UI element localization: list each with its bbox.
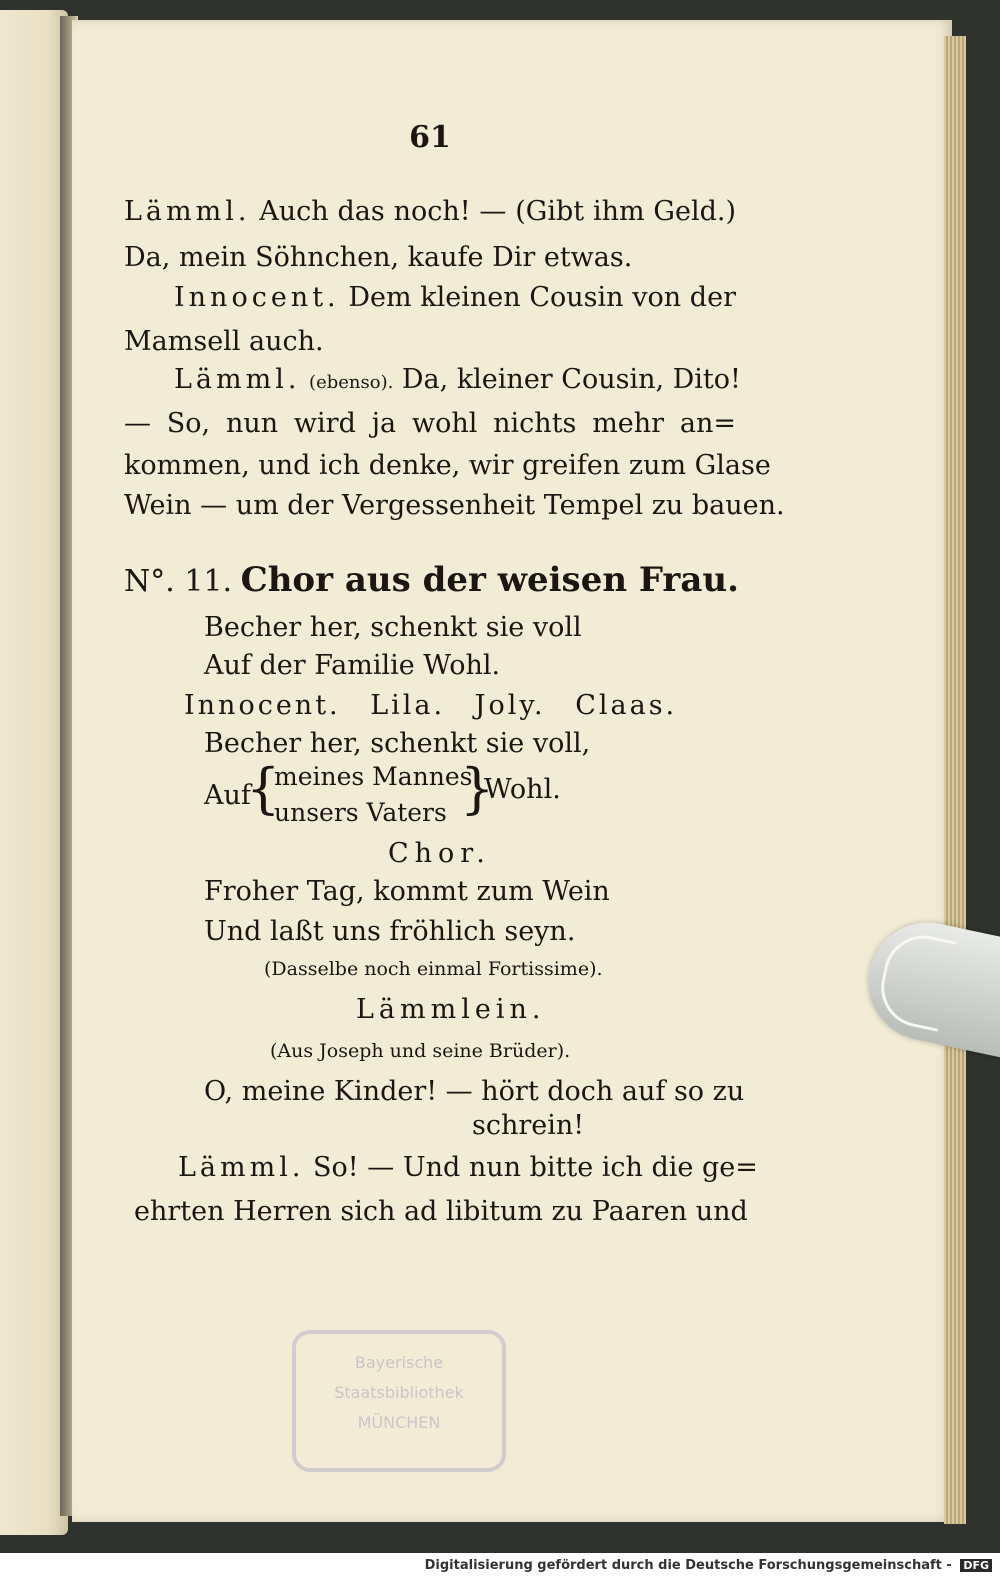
verse-line-2: Auf der Familie Wohl. bbox=[204, 650, 501, 681]
footer-bar bbox=[0, 1553, 1000, 1583]
verse-option-a: meines Mannes bbox=[274, 762, 473, 791]
verse-wohl: Wohl. bbox=[484, 774, 561, 805]
speaker-list: Innocent. Lila. Joly. Claas. bbox=[184, 690, 678, 721]
text-line-9 bbox=[178, 1152, 758, 1183]
verse-line-6: Und laßt uns fröhlich seyn. bbox=[204, 916, 576, 947]
text-line-10: ehrten Herren sich ad libitum zu Paaren und bbox=[134, 1196, 748, 1227]
speaker-name: Lämmlein. bbox=[356, 994, 546, 1025]
library-stamp bbox=[292, 1330, 506, 1472]
stamp-line-1: Bayerische bbox=[354, 1353, 444, 1372]
text-line-7: kommen, und ich denke, wir greifen zum Glase bbox=[124, 450, 771, 481]
verse-line-3: Becher her, schenkt sie voll, bbox=[204, 728, 591, 759]
text-line-2: Da, mein Söhnchen, kaufe Dir etwas. bbox=[124, 242, 633, 273]
dialogue-text: Dem kleinen Cousin von der bbox=[348, 282, 736, 313]
heading-number: N°. 11. bbox=[124, 564, 233, 599]
section-heading bbox=[124, 560, 739, 600]
dialogue-text: Auch das noch! — (Gibt ihm Geld.) bbox=[259, 196, 736, 227]
verse-line-5: Froher Tag, kommt zum Wein bbox=[204, 876, 610, 907]
speaker-name: Lämml. bbox=[174, 364, 301, 395]
verse-option-b: unsers Vaters bbox=[274, 798, 447, 827]
page-stack-edge bbox=[944, 36, 966, 1524]
speaker-name: Innocent. bbox=[174, 282, 340, 313]
stamp-line-3: MÜNCHEN bbox=[357, 1413, 441, 1432]
speaker-name: Lämml. bbox=[178, 1152, 305, 1183]
stage-direction: (ebenso). bbox=[309, 372, 394, 393]
verse-line-10: schrein! bbox=[472, 1110, 585, 1141]
verse-line-9: O, meine Kinder! — hört doch auf so zu bbox=[204, 1076, 745, 1107]
dialogue-text: Da, kleiner Cousin, Dito! bbox=[401, 364, 741, 395]
verse-line-1: Becher her, schenkt sie voll bbox=[204, 612, 582, 643]
text-line-3 bbox=[174, 282, 736, 313]
text-line-5 bbox=[174, 364, 741, 395]
chor-label: Chor. bbox=[388, 838, 491, 869]
dfg-logo: DFG bbox=[960, 1559, 992, 1572]
right-brace: } bbox=[460, 757, 495, 820]
dialogue-text: So! — Und nun bitte ich die ge= bbox=[313, 1152, 758, 1183]
stage-direction: (Dasselbe noch einmal Fortissime). bbox=[264, 958, 603, 980]
speaker-name: Lämml. bbox=[124, 196, 251, 227]
left-page-edge bbox=[0, 10, 68, 1535]
page-number: 61 bbox=[409, 120, 451, 155]
text-line-8: Wein — um der Vergessenheit Tempel zu bauen. bbox=[124, 490, 785, 521]
funding-text: Digitalisierung gefördert durch die Deutsche Forschungsgemeinschaft - bbox=[424, 1558, 952, 1573]
text-line-6: — So, nun wird ja wohl nichts mehr an= bbox=[124, 408, 736, 439]
funding-credit bbox=[425, 1558, 992, 1573]
text-line-4: Mamsell auch. bbox=[124, 326, 324, 357]
verse-auf: Auf bbox=[204, 780, 251, 811]
heading-title: Chor aus der weisen Frau. bbox=[240, 560, 739, 600]
stage-direction: (Aus Joseph und seine Brüder). bbox=[270, 1040, 571, 1062]
left-brace: { bbox=[246, 757, 281, 820]
stamp-line-2: Staatsbibliothek bbox=[334, 1383, 464, 1402]
text-line-1 bbox=[124, 196, 736, 227]
